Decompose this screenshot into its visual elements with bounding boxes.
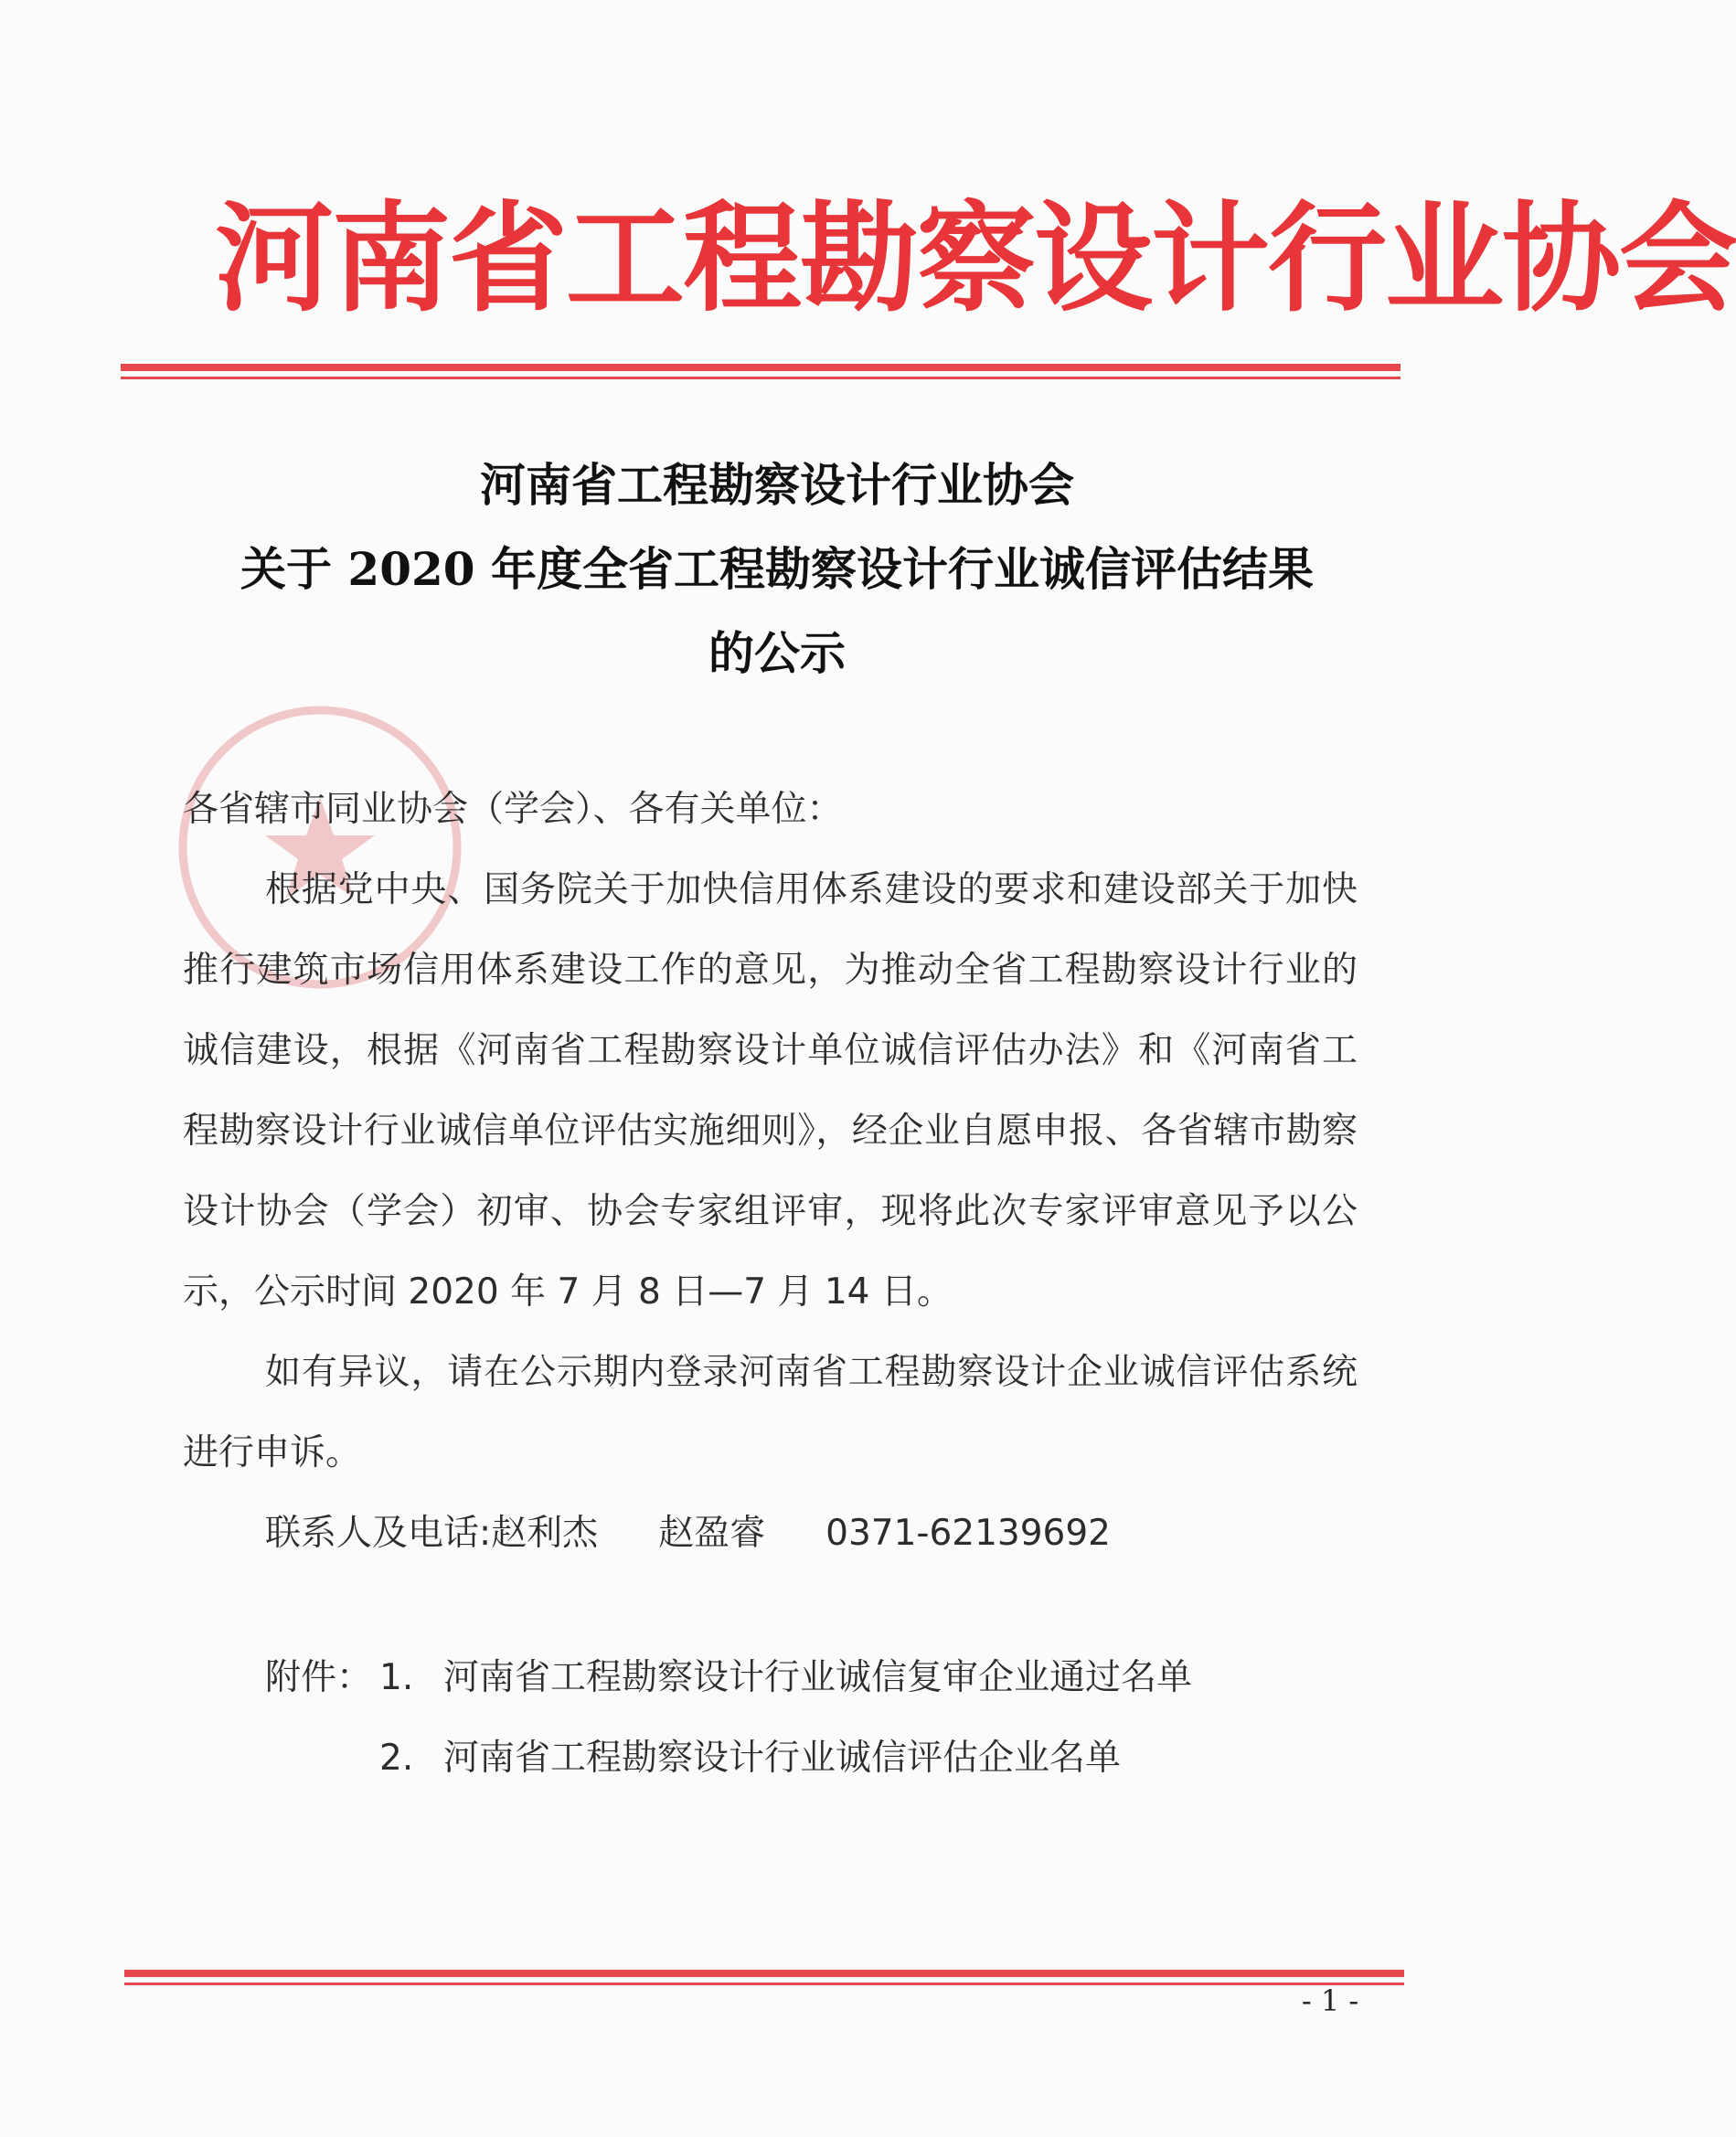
masthead-double-rule: [121, 364, 1401, 379]
title-line-3: 的公示: [708, 626, 846, 680]
footer-double-rule: [124, 1970, 1404, 1985]
contact-line: [183, 1494, 1358, 1574]
contact-label: 联系人及电话:赵利杰: [265, 1513, 599, 1554]
paragraph-objection: 如有异议，请在公示期内登录河南省工程勘察设计企业诚信评估系统进行申诉。: [183, 1352, 1358, 1473]
attachment-item: [265, 1638, 1358, 1718]
page-number: - 1 -: [1301, 1983, 1359, 2018]
document-title: [137, 443, 1417, 696]
attachment-item: [265, 1718, 1358, 1799]
attachments-label: 附件：: [265, 1657, 373, 1698]
attachment-title: 河南省工程勘察设计行业诚信评估企业名单: [443, 1738, 1122, 1779]
attachment-number: 1.: [379, 1657, 414, 1698]
contact-phone: 0371-62139692: [825, 1513, 1111, 1554]
paragraph-main: 根据党中央、国务院关于加快信用体系建设的要求和建设部关于加快推行建筑市场信用体系建设工作的意见，为推动全省工程勘察设计行业的诚信建设，根据《河南省工程勘察设计单位诚信评估办法》和《河南省工程勘察设计行业诚信单位评估实施细则》，经企业自愿申报、各省辖市勘察设计协会（学会）初审、协会专家组评审，现将此次专家评审意见予以公示，公示时间 2020 年 7 月 8 日—7 月 14 日。: [183, 869, 1358, 1313]
salutation: 各省辖市同业协会（学会）、各有关单位：: [183, 789, 843, 830]
attachment-title: 河南省工程勘察设计行业诚信复审企业通过名单: [443, 1657, 1193, 1698]
title-line-1: 河南省工程勘察设计行业协会: [480, 458, 1074, 512]
masthead-org-name: 河南省工程勘察设计行业协会: [215, 189, 1736, 328]
title-line-2: 关于 2020 年度全省工程勘察设计行业诚信评估结果: [240, 542, 1314, 596]
attachments-list: [183, 1638, 1358, 1799]
contact-second-person: 赵盈睿: [658, 1513, 766, 1554]
attachment-number: 2.: [379, 1738, 414, 1779]
document-body: [183, 770, 1358, 1799]
